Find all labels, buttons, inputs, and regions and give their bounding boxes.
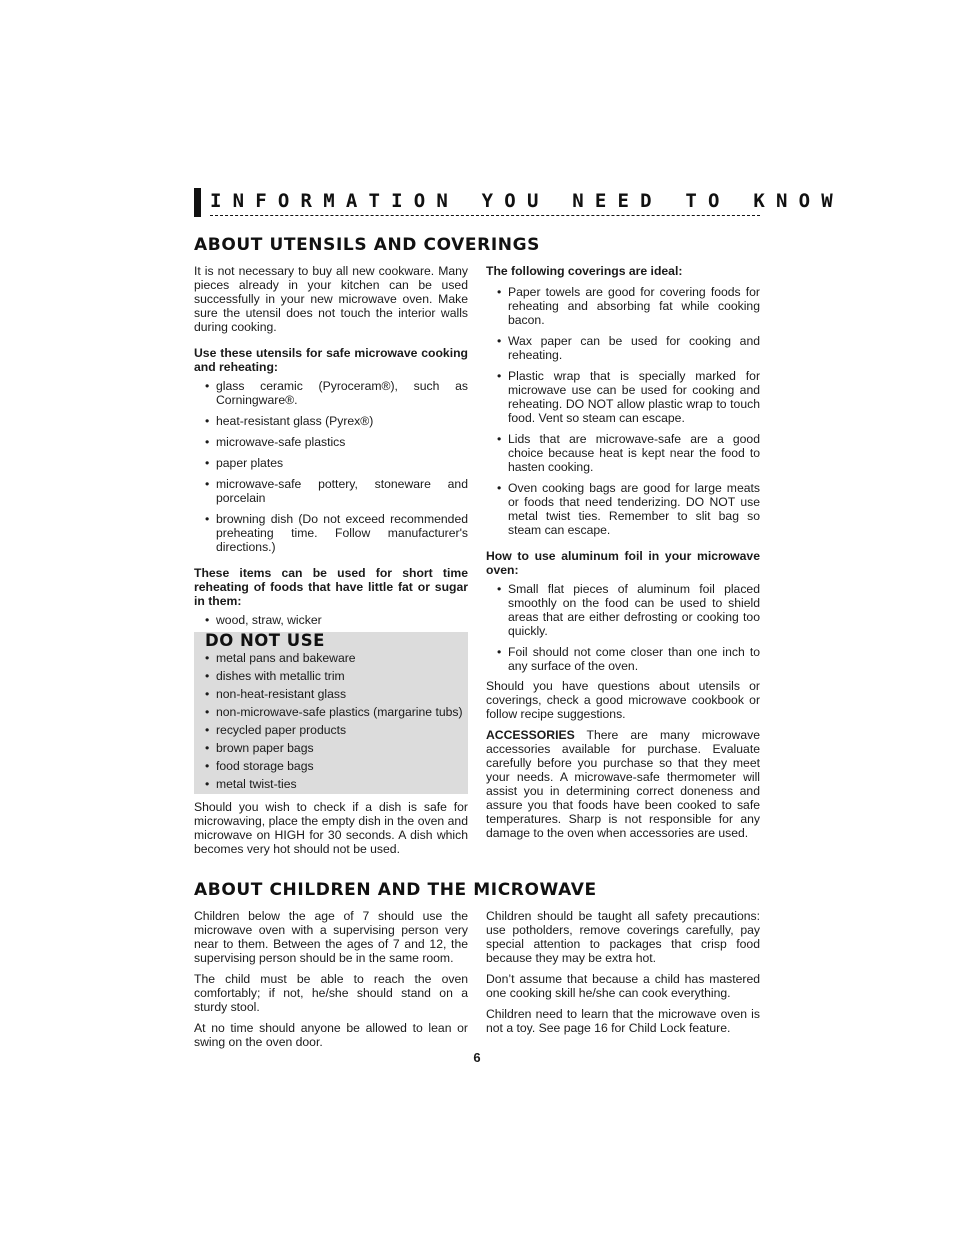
children-paragraph: Children need to learn that the microwave oven is not a toy. See page 16 for Child Lock feature. <box>486 1007 760 1035</box>
do-not-use-title: DO NOT USE <box>205 631 325 650</box>
list-item: • browning dish (Do not exceed recommended preheating time. Follow manufacturer's directions.) <box>194 512 468 554</box>
children-paragraph: Children below the age of 7 should use the microwave oven with a supervising person very near to them. Between the ages of 7 and 12, the supervising person should be in the same room. <box>194 909 468 965</box>
safe-utensils-heading: Use these utensils for safe microwave cooking and reheating: <box>194 346 468 374</box>
list-item: • Oven cooking bags are good for large meats or foods that need tenderizing. DO NOT use metal twist ties. Remember to slit bag so steam can escape. <box>486 481 760 537</box>
list-item: • Small flat pieces of aluminum foil placed smoothly on the food can be used to shield areas that are either defrosting or cooking too quickly. <box>486 582 760 638</box>
utensils-left-column <box>194 264 468 856</box>
utensils-intro: It is not necessary to buy all new cookware. Many pieces already in your kitchen can be used successfully in your new microwave oven. Make sure the utensil does not touch the interior walls during cooking. <box>194 264 468 334</box>
questions-paragraph: Should you have questions about utensils or coverings, check a good microwave cookbook or follow recipe suggestions. <box>486 679 760 721</box>
coverings-heading: The following coverings are ideal: <box>486 264 683 278</box>
short-reheat-list <box>194 613 468 627</box>
do-not-use-box <box>194 632 468 794</box>
list-item: • non-microwave-safe plastics (margarine tubs) <box>194 705 468 719</box>
children-paragraph: Children should be taught all safety precautions: use potholders, remove coverings carefully, pay special attention to packages that crisp food because they may be extra hot. <box>486 909 760 965</box>
list-item: • recycled paper products <box>194 723 468 737</box>
list-item: • glass ceramic (Pyroceram®), such as Corningware®. <box>194 379 468 407</box>
check-dish-paragraph: Should you wish to check if a dish is safe for microwaving, place the empty dish in the oven and microwave on HIGH for 30 seconds. A dish which becomes very hot should not be used. <box>194 800 468 856</box>
children-section-title: ABOUT CHILDREN AND THE MICROWAVE <box>194 880 597 900</box>
list-item: • Paper towels are good for covering foods for reheating and absorbing fat while cooking bacon. <box>486 285 760 327</box>
list-item: • food storage bags <box>194 759 468 773</box>
accessories-paragraph <box>486 728 760 840</box>
coverings-list <box>486 285 760 537</box>
children-left-column <box>194 909 468 1049</box>
list-item: • wood, straw, wicker <box>194 613 468 627</box>
safe-utensils-list <box>194 379 468 554</box>
foil-heading: How to use aluminum foil in your microwave oven: <box>486 549 760 577</box>
header-bar-decoration <box>194 188 201 217</box>
list-item: • metal pans and bakeware <box>194 651 468 665</box>
list-item: • microwave-safe plastics <box>194 435 468 449</box>
do-not-use-list <box>194 651 468 791</box>
page-header <box>194 188 844 218</box>
page-header-title: INFORMATION YOU NEED TO KNOW <box>210 190 844 212</box>
list-item: • brown paper bags <box>194 741 468 755</box>
children-right-column <box>486 909 760 1035</box>
header-dashed-rule <box>210 215 760 216</box>
children-paragraph: Don’t assume that because a child has mastered one cooking skill he/she can cook everything. <box>486 972 760 1000</box>
accessories-label: ACCESSORIES <box>486 728 575 742</box>
list-item: • paper plates <box>194 456 468 470</box>
utensils-section-title: ABOUT UTENSILS AND COVERINGS <box>194 235 540 255</box>
list-item: • Wax paper can be used for cooking and reheating. <box>486 334 760 362</box>
children-paragraph: At no time should anyone be allowed to lean or swing on the oven door. <box>194 1021 468 1049</box>
list-item: • non-heat-resistant glass <box>194 687 468 701</box>
foil-list <box>486 582 760 673</box>
list-item: • Plastic wrap that is specially marked for microwave use can be used for cooking and reheating. DO NOT allow plastic wrap to touch food. Vent so steam can escape. <box>486 369 760 425</box>
list-item: • Lids that are microwave-safe are a good choice because heat is kept near the food to hasten cooking. <box>486 432 760 474</box>
list-item: • metal twist-ties <box>194 777 468 791</box>
list-item: • dishes with metallic trim <box>194 669 468 683</box>
list-item: • heat-resistant glass (Pyrex®) <box>194 414 468 428</box>
utensils-right-column <box>486 264 760 840</box>
list-item: • Foil should not come closer than one inch to any surface of the oven. <box>486 645 760 673</box>
list-item: • microwave-safe pottery, stoneware and porcelain <box>194 477 468 505</box>
children-paragraph: The child must be able to reach the oven comfortably; if not, he/she should stand on a sturdy stool. <box>194 972 468 1014</box>
accessories-text: There are many microwave accessories available for purchase. Evaluate carefully before you purchase so that they meet your needs. A microwave-safe thermometer will assist you in determining correct doneness and assure you that foods have been cooked to safe temperatures. Sharp is not responsible for any damage to the oven when accessories are used. <box>486 728 760 840</box>
page-number: 6 <box>473 1050 481 1065</box>
short-reheat-heading: These items can be used for short time reheating of foods that have little fat or sugar in them: <box>194 566 468 608</box>
